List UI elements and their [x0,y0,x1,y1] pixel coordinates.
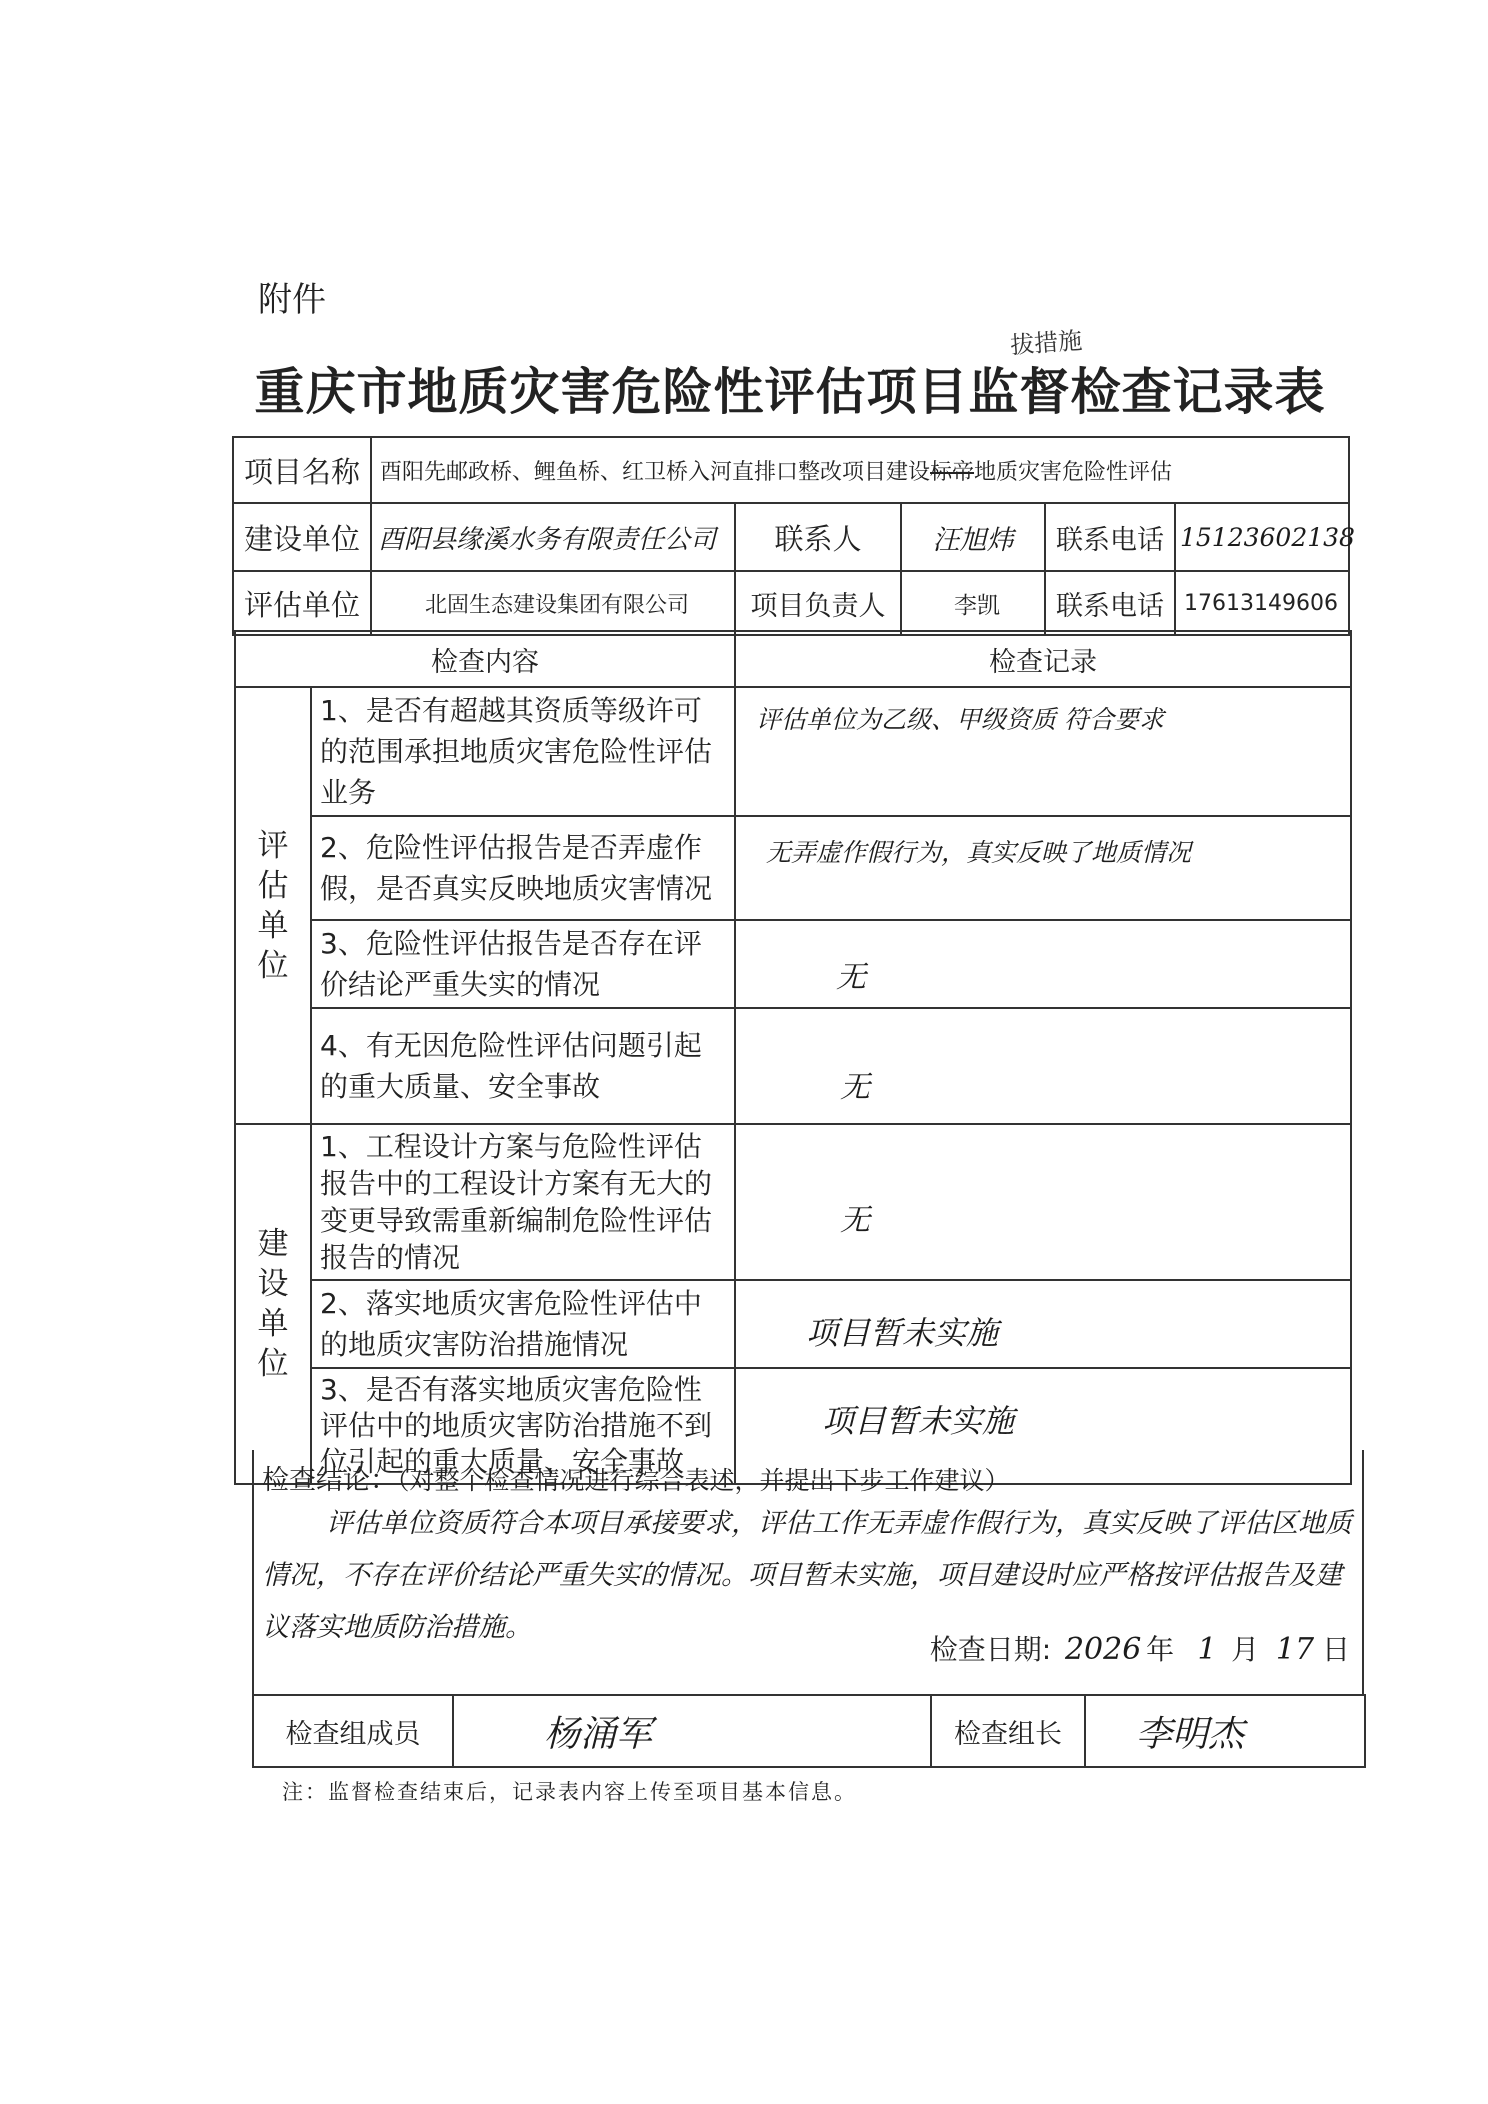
phone-value-1: 15123602138 [1175,503,1349,571]
group-label-evaluator: 评 估 单 位 [235,687,311,1124]
conclusion-text: 评估单位资质符合本项目承接要求，评估工作无弄虚作假行为，真实反映了评估区地质情况，不存在评价结论严重失实的情况。项目暂未实施，项目建设时应严格按评估报告及建议落实地质防治措施。 [262,1508,1352,1643]
header-content: 检查内容 [235,631,735,687]
conclusion-label: 检查结论： [262,1465,397,1496]
attachment-label: 附件 [258,280,326,320]
info-table [232,436,1355,636]
leader-label: 检查组长 [931,1695,1085,1767]
manager-label: 项目负责人 [735,571,901,635]
conclusion-box [252,1450,1364,1694]
check-item-answer: 无弄虚作假行为，真实反映了地质情况 [735,816,1351,920]
members-signature: 杨涌军 [453,1695,931,1767]
contact-label: 联系人 [735,503,901,571]
check-item-answer: 项目暂未实施 [735,1280,1351,1368]
project-name-struck: 标帝 [930,459,975,485]
inspection-date: 检查日期: 2026 年 1 月 17 日 [929,1632,1350,1667]
phone-label-2: 联系电话 [1045,571,1175,635]
builder-value: 酉阳县缘溪水务有限责任公司 [371,503,735,571]
project-name-value: 酉阳先邮政桥、鲤鱼桥、红卫桥入河直排口整改项目建设标帝地质灾害危险性评估 [371,437,1349,503]
check-item-answer: 无 [735,1008,1351,1124]
check-item-question: 4、有无因危险性评估问题引起的重大质量、安全事故 [311,1008,735,1124]
phone-label-1: 联系电话 [1045,503,1175,571]
group-label-builder: 建 设 单 位 [235,1124,311,1484]
leader-signature: 李明杰 [1085,1695,1365,1767]
check-item-question: 3、危险性评估报告是否存在评价结论严重失实的情况 [311,920,735,1008]
inspection-table [234,630,1352,1485]
check-item-question: 1、是否有超越其资质等级许可的范围承担地质灾害危险性评估业务 [311,687,735,816]
title-handwritten-correction: 拔措施 [1009,326,1084,360]
project-name-label: 项目名称 [233,437,371,503]
check-item-question: 3、是否有落实地质灾害危险性评估中的地质灾害防治措施不到位引起的重大质量、安全事故 [311,1368,735,1484]
check-item-answer: 无 [735,920,1351,1008]
check-item-answer: 无 [735,1124,1351,1280]
footnote: 注：监督检查结束后，记录表内容上传至项目基本信息。 [282,1780,857,1804]
evaluator-label: 评估单位 [233,571,371,635]
check-item-answer: 项目暂未实施 [735,1368,1351,1484]
check-item-question: 1、工程设计方案与危险性评估报告中的工程设计方案有无大的变更导致需重新编制危险性评估报告的情况 [311,1124,735,1280]
page-title: 重庆市地质灾害危险性评估项目监督检查记录表 [254,362,1326,421]
conclusion-instruction: （对整个检查情况进行综合表述，并提出下步工作建议） [397,1466,1010,1495]
check-item-question: 2、危险性评估报告是否弄虚作假，是否真实反映地质灾害情况 [311,816,735,920]
evaluator-value: 北固生态建设集团有限公司 [371,571,735,635]
phone-value-2: 17613149606 [1175,571,1349,635]
builder-label: 建设单位 [233,503,371,571]
manager-value: 李凯 [901,571,1045,635]
contact-value: 汪旭炜 [901,503,1045,571]
check-item-answer: 评估单位为乙级、甲级资质 符合要求 [735,687,1351,816]
members-label: 检查组成员 [253,1695,453,1767]
signature-table [252,1694,1366,1768]
check-item-question: 2、落实地质灾害危险性评估中的地质灾害防治措施情况 [311,1280,735,1368]
header-record: 检查记录 [735,631,1351,687]
